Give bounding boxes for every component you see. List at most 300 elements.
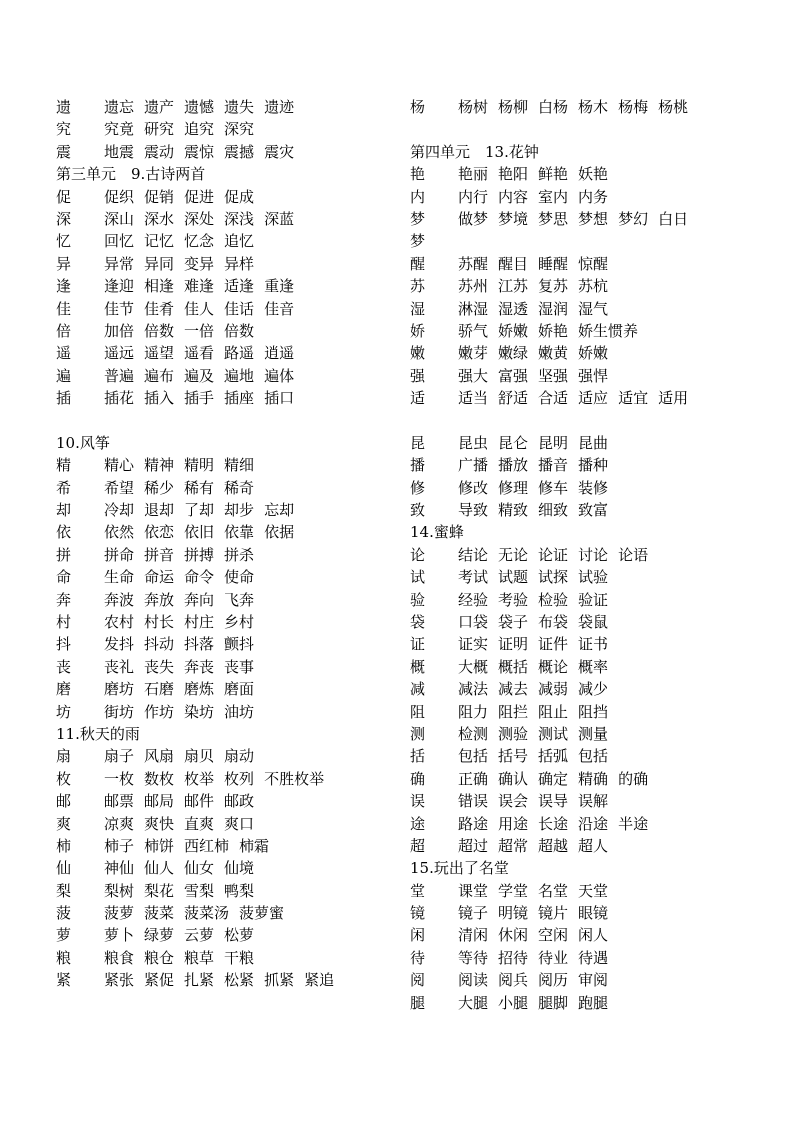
head-character: 超	[410, 836, 426, 855]
vocab-word: 颤抖	[224, 635, 255, 654]
vocab-word: 粮仓	[144, 948, 175, 967]
vocab-word: 粮草	[184, 948, 215, 967]
vocab-word: 休闲	[498, 926, 529, 945]
vocab-word: 遥看	[184, 344, 215, 363]
left-column	[56, 96, 401, 992]
head-character: 腿	[410, 993, 426, 1012]
vocab-word: 布袋	[538, 612, 569, 631]
vocab-word: 邮政	[224, 792, 255, 811]
section-heading: 15.玩出了名堂	[410, 859, 509, 878]
vocab-entry	[410, 499, 755, 521]
head-character: 依	[56, 523, 72, 542]
vocab-word: 震动	[144, 142, 175, 161]
vocab-word: 磨炼	[184, 680, 215, 699]
head-character: 论	[410, 545, 426, 564]
vocab-word: 试验	[578, 568, 609, 587]
vocab-entry	[56, 544, 401, 566]
vocab-entry	[410, 992, 755, 1014]
vocab-word: 依靠	[224, 523, 255, 542]
vocab-word: 腿脚	[538, 993, 569, 1012]
vocab-word: 骄气	[458, 321, 489, 340]
head-character: 播	[410, 456, 426, 475]
vocab-word: 超人	[578, 836, 609, 855]
vocab-word: 苏州	[458, 277, 489, 296]
vocab-entry	[56, 499, 401, 521]
vocab-word: 测试	[538, 724, 569, 743]
vocab-word: 概论	[538, 657, 569, 676]
section-heading: 第三单元 9.古诗两首	[56, 165, 206, 184]
vocab-word: 粮食	[104, 948, 135, 967]
vocab-word: 遗忘	[104, 98, 135, 116]
head-character: 阻	[410, 702, 426, 721]
blank-line	[56, 409, 401, 431]
vocab-word: 精明	[184, 456, 215, 475]
vocab-word: 拼音	[144, 545, 175, 564]
vocab-word: 证书	[578, 635, 609, 654]
vocab-word: 地震	[104, 142, 135, 161]
vocab-word: 促成	[224, 187, 255, 206]
vocab-word: 梦思	[538, 209, 569, 228]
vocab-word: 复苏	[538, 277, 569, 296]
vocab-word: 冷却	[104, 501, 135, 520]
vocab-word: 精心	[104, 456, 135, 475]
vocab-word: 学堂	[498, 881, 529, 900]
head-character: 证	[410, 635, 426, 654]
head-character: 扇	[56, 747, 72, 766]
vocab-entry	[410, 432, 755, 454]
vocab-entry	[410, 813, 755, 835]
vocab-word: 艳丽	[458, 165, 489, 184]
vocab-word: 促进	[184, 187, 215, 206]
head-character: 试	[410, 568, 426, 587]
vocab-word: 苏杭	[578, 277, 609, 296]
vocab-entry	[56, 656, 401, 678]
vocab-word: 乡村	[224, 612, 255, 631]
vocab-entry	[410, 790, 755, 812]
vocab-word: 内行	[458, 187, 489, 206]
vocab-word: 扇贝	[184, 747, 215, 766]
vocab-word: 遥望	[144, 344, 175, 363]
vocab-word: 插手	[184, 389, 215, 408]
vocab-word: 待业	[538, 948, 569, 967]
head-character: 杨	[410, 98, 426, 116]
vocab-word: 异常	[104, 254, 135, 273]
vocab-word: 误会	[498, 792, 529, 811]
section-heading: 第四单元 13.花钟	[410, 142, 539, 161]
vocab-entry	[410, 186, 755, 208]
head-character: 梨	[56, 881, 72, 900]
vocab-word: 适逢	[224, 277, 255, 296]
head-character: 遍	[56, 366, 72, 385]
vocab-word: 菠萝	[104, 904, 135, 923]
vocab-word: 遗憾	[184, 98, 215, 116]
vocab-word: 凉爽	[104, 814, 135, 833]
vocab-word: 扇子	[104, 747, 135, 766]
vocab-word: 昆虫	[458, 433, 489, 452]
vocab-word: 广播	[458, 456, 489, 475]
vocab-entry	[410, 544, 755, 566]
vocab-entry	[56, 835, 401, 857]
vocab-word: 促销	[144, 187, 175, 206]
vocab-entry	[56, 365, 401, 387]
vocab-word: 深浅	[224, 209, 255, 228]
vocab-word: 震惊	[184, 142, 215, 161]
vocab-entry	[410, 365, 755, 387]
vocab-word: 丧事	[224, 657, 255, 676]
vocab-word: 云萝	[184, 926, 215, 945]
vocab-word: 农村	[104, 612, 135, 631]
section-heading: 14.蜜蜂	[410, 523, 464, 542]
vocab-word: 天堂	[578, 881, 609, 900]
vocab-word: 奔向	[184, 590, 215, 609]
vocab-word: 包括	[458, 747, 489, 766]
head-character: 奔	[56, 590, 72, 609]
vocab-word: 湿透	[498, 299, 529, 318]
vocab-word: 闲人	[578, 926, 609, 945]
vocab-word: 杨木	[578, 98, 609, 116]
vocab-word: 生命	[104, 568, 135, 587]
vocab-word: 遗迹	[264, 98, 295, 116]
vocab-word: 论语	[618, 545, 649, 564]
head-character: 拼	[56, 545, 72, 564]
vocab-word: 佳节	[104, 299, 135, 318]
vocab-word: 坚强	[538, 366, 569, 385]
vocab-word: 镜子	[458, 904, 489, 923]
head-character: 菠	[56, 904, 72, 923]
vocab-entry	[410, 298, 755, 320]
vocab-word: 考验	[498, 590, 529, 609]
vocab-word: 佳人	[184, 299, 215, 318]
vocab-word: 梦幻	[618, 209, 649, 228]
vocab-word: 错误	[458, 792, 489, 811]
vocab-word: 奔放	[144, 590, 175, 609]
vocab-word: 加倍	[104, 321, 135, 340]
section-heading: 10.风筝	[56, 433, 110, 452]
vocab-entry	[56, 477, 401, 499]
vocab-word: 细致	[538, 501, 569, 520]
head-character: 减	[410, 680, 426, 699]
head-character: 堂	[410, 881, 426, 900]
vocab-word: 检验	[538, 590, 569, 609]
vocab-word: 佳音	[264, 299, 295, 318]
vocab-word: 西红柿	[184, 836, 230, 855]
vocab-entry	[56, 745, 401, 767]
vocab-word: 路途	[458, 814, 489, 833]
vocab-entry	[410, 387, 755, 409]
vocab-entry	[410, 454, 755, 476]
vocab-word: 概括	[498, 657, 529, 676]
vocab-word: 证件	[538, 635, 569, 654]
vocab-word: 验证	[578, 590, 609, 609]
vocab-entry	[410, 275, 755, 297]
vocab-word: 阅兵	[498, 971, 529, 990]
vocab-word: 昆曲	[578, 433, 609, 452]
vocab-entry	[56, 141, 401, 163]
vocab-word: 萝卜	[104, 926, 135, 945]
vocab-entry	[410, 253, 755, 275]
vocab-entry	[56, 298, 401, 320]
vocab-word: 佳肴	[144, 299, 175, 318]
vocab-word: 白日	[658, 209, 689, 228]
vocab-entry	[410, 880, 755, 902]
vocab-word: 梦境	[498, 209, 529, 228]
vocab-word: 变异	[184, 254, 215, 273]
vocab-word: 醒目	[498, 254, 529, 273]
vocab-word: 修车	[538, 478, 569, 497]
vocab-entry	[410, 701, 755, 723]
vocab-word: 正确	[458, 769, 489, 788]
vocab-entry	[410, 633, 755, 655]
vocab-word: 逍遥	[264, 344, 295, 363]
head-character: 异	[56, 254, 72, 273]
vocab-word: 稀有	[184, 478, 215, 497]
vocab-word: 播放	[498, 456, 529, 475]
vocab-word: 佳话	[224, 299, 255, 318]
vocab-word: 杨柳	[498, 98, 529, 116]
vocab-word: 遍地	[224, 366, 255, 385]
head-character: 湿	[410, 299, 426, 318]
vocab-word: 明镜	[498, 904, 529, 923]
vocab-entry	[56, 320, 401, 342]
vocab-entry	[410, 163, 755, 185]
vocab-word: 深处	[184, 209, 215, 228]
vocab-entry	[410, 969, 755, 991]
vocab-word: 插花	[104, 389, 135, 408]
head-character: 昆	[410, 433, 426, 452]
vocab-word: 招待	[498, 948, 529, 967]
vocab-entry	[56, 857, 401, 879]
head-character: 验	[410, 590, 426, 609]
vocab-word: 作坊	[144, 702, 175, 721]
vocab-entry	[410, 611, 755, 633]
vocab-word: 菠菜	[144, 904, 175, 923]
head-character: 逢	[56, 277, 72, 296]
blank-line	[410, 409, 755, 431]
head-character: 袋	[410, 612, 426, 631]
vocab-word: 试题	[498, 568, 529, 587]
vocab-word: 了却	[184, 501, 215, 520]
vocab-word: 确定	[538, 769, 569, 788]
head-character: 致	[410, 501, 426, 520]
vocab-word: 爽快	[144, 814, 175, 833]
vocab-word: 讨论	[578, 545, 609, 564]
vocab-word: 深蓝	[264, 209, 295, 228]
vocab-word: 枚列	[224, 769, 255, 788]
vocab-word: 震撼	[224, 142, 255, 161]
vocab-word: 袋鼠	[578, 612, 609, 631]
section-heading: 梦	[410, 232, 426, 251]
vocab-word: 街坊	[104, 702, 135, 721]
vocab-word: 重逢	[264, 277, 295, 296]
vocab-word: 仙人	[144, 859, 175, 878]
vocab-entry	[410, 768, 755, 790]
vocab-word: 强悍	[578, 366, 609, 385]
head-character: 萝	[56, 926, 72, 945]
vocab-word: 绿萝	[144, 926, 175, 945]
vocab-word: 倍数	[224, 321, 255, 340]
vocab-word: 待遇	[578, 948, 609, 967]
right-column	[410, 96, 755, 1014]
vocab-word: 回忆	[104, 232, 135, 251]
vocab-word: 修改	[458, 478, 489, 497]
vocab-word: 直爽	[184, 814, 215, 833]
vocab-word: 邮件	[184, 792, 215, 811]
vocab-word: 内务	[578, 187, 609, 206]
vocab-word: 阅读	[458, 971, 489, 990]
vocab-word: 小腿	[498, 993, 529, 1012]
vocab-entry	[410, 589, 755, 611]
vocab-word: 减法	[458, 680, 489, 699]
vocab-word: 数枚	[144, 769, 175, 788]
vocab-word: 白杨	[538, 98, 569, 116]
vocab-word: 遍布	[144, 366, 175, 385]
vocab-word: 减弱	[538, 680, 569, 699]
head-character: 遥	[56, 344, 72, 363]
head-character: 修	[410, 478, 426, 497]
vocab-entry	[56, 521, 401, 543]
head-character: 嫩	[410, 344, 426, 363]
vocab-word: 逢迎	[104, 277, 135, 296]
vocab-word: 仙境	[224, 859, 255, 878]
vocab-entry	[410, 320, 755, 342]
vocab-word: 命令	[184, 568, 215, 587]
vocab-word: 菠菜汤	[184, 904, 230, 923]
head-character: 村	[56, 612, 72, 631]
vocab-word: 导致	[458, 501, 489, 520]
vocab-word: 不胜枚举	[264, 769, 325, 788]
vocab-word: 希望	[104, 478, 135, 497]
vocab-word: 修理	[498, 478, 529, 497]
vocab-word: 检测	[458, 724, 489, 743]
vocab-word: 一枚	[104, 769, 135, 788]
head-character: 闲	[410, 926, 426, 945]
vocab-word: 稀少	[144, 478, 175, 497]
vocab-word: 紧张	[104, 971, 135, 990]
vocab-word: 干粮	[224, 948, 255, 967]
vocab-entry	[410, 477, 755, 499]
vocab-word: 梨树	[104, 881, 135, 900]
vocab-word: 扎紧	[184, 971, 215, 990]
vocab-word: 染坊	[184, 702, 215, 721]
vocab-word: 松紧	[224, 971, 255, 990]
vocab-entry	[56, 566, 401, 588]
vocab-word: 超常	[498, 836, 529, 855]
vocab-word: 娇生惯养	[578, 321, 639, 340]
vocab-word: 插座	[224, 389, 255, 408]
vocab-entry	[56, 880, 401, 902]
vocab-word: 遥远	[104, 344, 135, 363]
head-character: 测	[410, 724, 426, 743]
vocab-word: 雪梨	[184, 881, 215, 900]
vocab-word: 娇艳	[538, 321, 569, 340]
vocab-word: 邮局	[144, 792, 175, 811]
vocab-entry	[410, 723, 755, 745]
vocab-word: 误导	[538, 792, 569, 811]
vocab-word: 扇动	[224, 747, 255, 766]
vocab-word: 追究	[184, 120, 215, 139]
vocab-word: 确认	[498, 769, 529, 788]
vocab-word: 阻挡	[578, 702, 609, 721]
vocab-entry	[56, 947, 401, 969]
vocab-word: 阅历	[538, 971, 569, 990]
vocab-word: 概率	[578, 657, 609, 676]
vocab-word: 却步	[224, 501, 255, 520]
vocab-word: 磨坊	[104, 680, 135, 699]
head-character: 途	[410, 814, 426, 833]
vocab-word: 插口	[264, 389, 295, 408]
vocab-entry	[410, 656, 755, 678]
vocab-word: 追忆	[224, 232, 255, 251]
section-heading: 11.秋天的雨	[56, 724, 140, 743]
head-character: 究	[56, 120, 72, 139]
head-character: 插	[56, 389, 72, 408]
vocab-entry	[56, 924, 401, 946]
vocab-word: 丧失	[144, 657, 175, 676]
vocab-entry	[56, 678, 401, 700]
vocab-word: 用途	[498, 814, 529, 833]
vocab-word: 包括	[578, 747, 609, 766]
vocab-word: 震灾	[264, 142, 295, 161]
head-character: 确	[410, 769, 426, 788]
vocab-word: 娇嫩	[498, 321, 529, 340]
vocab-word: 紧促	[144, 971, 175, 990]
vocab-word: 富强	[498, 366, 529, 385]
vocab-entry	[410, 745, 755, 767]
vocab-word: 证明	[498, 635, 529, 654]
vocab-word: 室内	[538, 187, 569, 206]
vocab-word: 柿霜	[239, 836, 270, 855]
vocab-entry	[56, 701, 401, 723]
vocab-word: 的确	[618, 769, 649, 788]
vocab-entry	[56, 230, 401, 252]
vocab-word: 杨树	[458, 98, 489, 116]
vocab-word: 大腿	[458, 993, 489, 1012]
vocab-word: 睡醒	[538, 254, 569, 273]
head-character: 邮	[56, 792, 72, 811]
vocab-word: 普遍	[104, 366, 135, 385]
vocab-word: 嫩黄	[538, 344, 569, 363]
vocab-word: 经验	[458, 590, 489, 609]
head-character: 希	[56, 478, 72, 497]
vocab-word: 发抖	[104, 635, 135, 654]
vocab-word: 仙女	[184, 859, 215, 878]
vocab-entry	[56, 969, 401, 991]
head-character: 倍	[56, 321, 72, 340]
head-character: 忆	[56, 232, 72, 251]
vocab-word: 深究	[224, 120, 255, 139]
vocab-word: 括弧	[538, 747, 569, 766]
vocab-word: 合适	[538, 389, 569, 408]
vocab-word: 拼搏	[184, 545, 215, 564]
vocab-entry	[56, 790, 401, 812]
head-character: 磨	[56, 680, 72, 699]
head-character: 粮	[56, 948, 72, 967]
vocab-entry	[56, 275, 401, 297]
vocab-word: 使命	[224, 568, 255, 587]
vocab-word: 稀奇	[224, 478, 255, 497]
head-character: 苏	[410, 277, 426, 296]
head-character: 内	[410, 187, 426, 206]
vocab-entry	[56, 633, 401, 655]
vocab-word: 梦想	[578, 209, 609, 228]
head-character: 却	[56, 501, 72, 520]
vocab-word: 奔波	[104, 590, 135, 609]
vocab-word: 昆仑	[498, 433, 529, 452]
vocab-word: 研究	[144, 120, 175, 139]
vocab-word: 梨花	[144, 881, 175, 900]
vocab-word: 菠萝蜜	[239, 904, 285, 923]
vocab-entry	[410, 835, 755, 857]
